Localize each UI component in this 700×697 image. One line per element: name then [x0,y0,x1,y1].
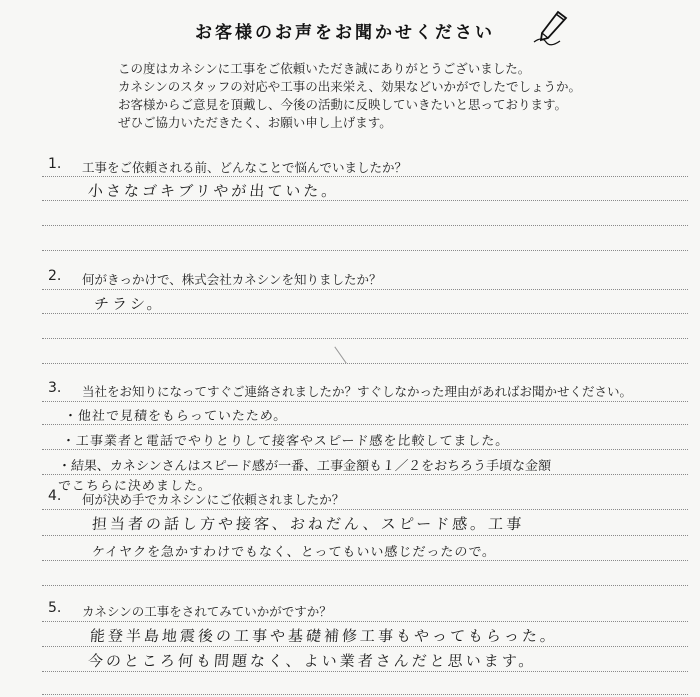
question-2-text: 何がきっかけで、株式会社カネシンを知りましたか？ [82,272,382,287]
question-5-text: カネシンの工事をされてみていかがですか？ [82,604,332,619]
answer-rule [42,535,688,536]
answer-rule [42,694,688,695]
answer-rule [42,646,688,647]
question-1-text: 工事をご依頼される前、どんなことで悩んでいましたか？ [82,160,408,175]
answer-3-line-1: ・他社で見積をもらっていたため。 [63,409,288,424]
answer-rule [42,621,688,622]
answer-rule [42,585,688,586]
answer-rule [42,401,688,402]
answer-1-line-1: 小さなゴキブリやが出ていた。 [87,182,341,200]
question-4-text: 何が決め手でカネシンにご依頼されましたか？ [82,492,345,507]
question-4-number: 4. [48,488,62,504]
intro-line: この度はカネシンに工事をご依頼いただき誠にありがとうございました。 [118,61,531,76]
answer-rule [42,671,688,672]
intro-line: カネシンのスタッフの対応や工事の出来栄え、効果などいかがでしたでしょうか。 [118,79,581,94]
answer-rule [42,250,688,251]
answer-5-line-2: 今のところ何も問題なく、よい業者さんだと思います。 [87,652,538,670]
answer-rule [42,363,688,364]
form-title: お客様のお声をお聞かせください [195,23,495,43]
question-2-number: 2. [48,268,62,284]
pen-stray-mark [334,347,346,364]
answer-rule [42,338,688,339]
pen-signing-icon [532,8,570,46]
answer-rule [42,449,688,450]
answer-3-line-3: ・結果、カネシンさんはスピード感が一番、工事金額も１／２をおちろう手頃な金額 [57,459,552,474]
answer-rule [42,560,688,561]
answer-5-line-1: 能登半島地震後の工事や基礎補修工事もやってもらった。 [89,627,559,645]
answer-2-line-1: チラシ。 [93,295,166,313]
question-3-number: 3. [48,380,62,396]
answer-3-line-2: ・工事業者と電話でやりとりして接客やスピード感を比較してました。 [61,434,510,449]
question-5-number: 5. [48,600,62,616]
question-1-number: 1. [48,156,62,172]
answer-rule [42,424,688,425]
intro-line: ぜひご協力いただきたく、お願い申し上げます。 [118,115,392,130]
answer-rule [42,176,688,177]
answer-rule [42,225,688,226]
answer-3-line-4: でこちらに決めました。 [57,479,213,494]
answer-rule [42,313,688,314]
answer-4-line-2: ケイヤクを急かすわけでもなく、とってもいい感じだったので。 [91,545,497,560]
answer-rule [42,289,688,290]
answer-rule [42,509,688,510]
intro-text [118,60,638,132]
question-3-text: 当社をお知りになってすぐご連絡されましたか？すぐしなかった理由があればお聞かせください。 [82,384,633,399]
intro-line: お客様からご意見を頂戴し、今後の活動に反映していきたいと思っております。 [118,97,568,112]
answer-rule [42,200,688,201]
answer-4-line-1: 担当者の話し方や接客、おねだん、スピード感。工事 [91,515,525,533]
